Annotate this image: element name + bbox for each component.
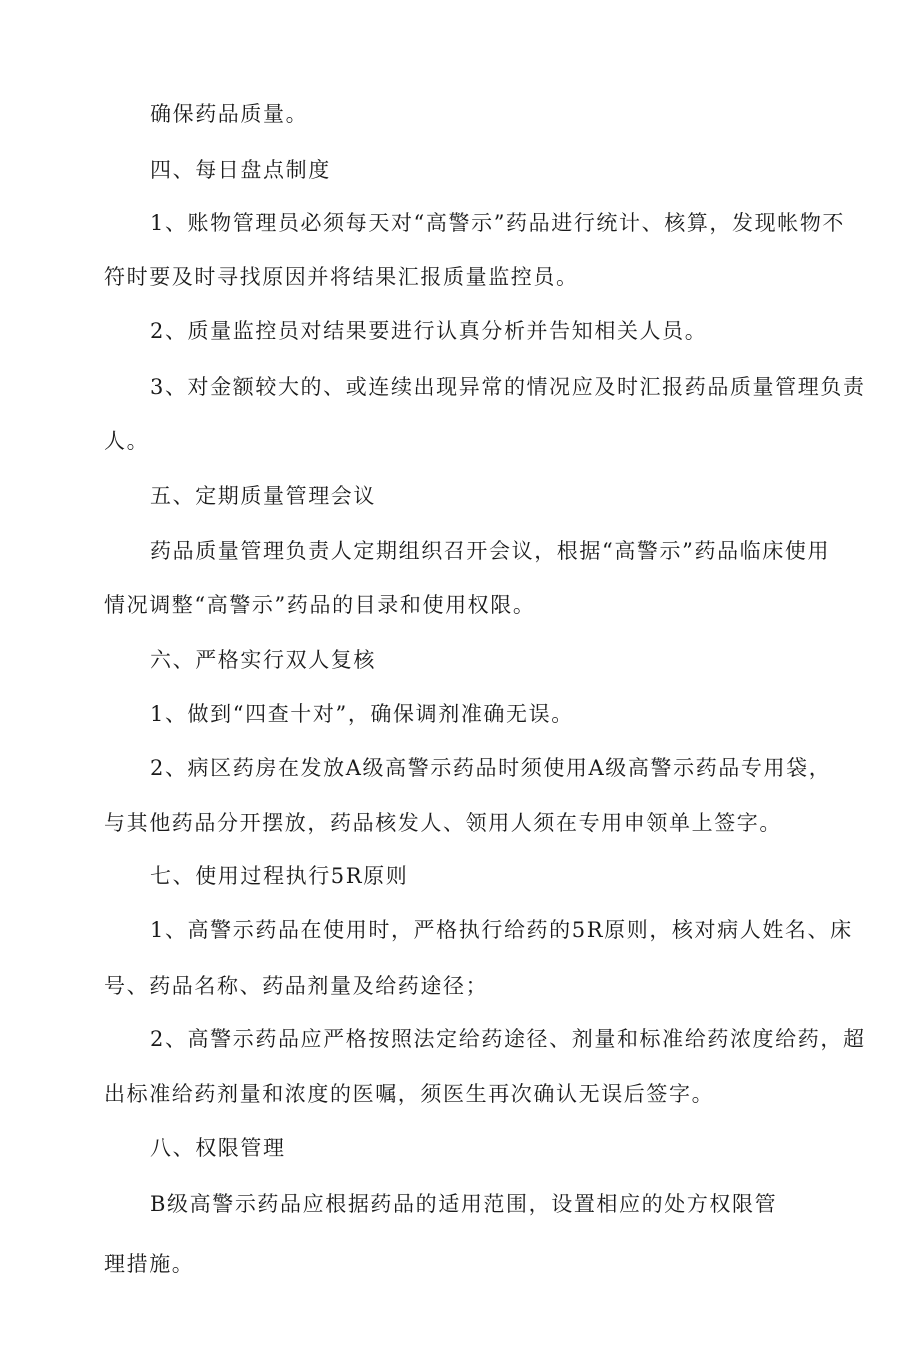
paragraph-continuation-quality: 确保药品质量。 [150, 102, 309, 126]
paragraph-text: 2、病区药房在发放A级高警示药品时须使用A级高警示药品专用袋， [150, 756, 832, 780]
paragraph-text: 理措施。 [104, 1252, 195, 1276]
section-heading-permission-management: 八、权限管理 [150, 1136, 286, 1160]
paragraph-text: 符时要及时寻找原因并将结果汇报质量监控员。 [104, 265, 579, 289]
section-heading-double-check: 六、严格实行双人复核 [150, 648, 376, 672]
paragraph-text: 人。 [104, 429, 150, 453]
paragraph-text: 情况调整“高警示”药品的目录和使用权限。 [104, 593, 536, 617]
paragraph-text: 3、对金额较大的、或连续出现异常的情况应及时汇报药品质量管理负责 [150, 375, 866, 399]
paragraph-text: 1、做到“四查十对”，确保调剂准确无误。 [150, 702, 574, 726]
section-heading-quality-meeting: 五、定期质量管理会议 [150, 484, 376, 508]
paragraph-text: 药品质量管理负责人定期组织召开会议，根据“高警示”药品临床使用 [150, 539, 831, 563]
paragraph-text: 1、账物管理员必须每天对“高警示”药品进行统计、核算，发现帐物不 [150, 211, 846, 235]
paragraph-text: 2、质量监控员对结果要进行认真分析并告知相关人员。 [150, 319, 708, 343]
paragraph-text: B级高警示药品应根据药品的适用范围，设置相应的处方权限管 [150, 1192, 778, 1216]
section-heading-5r-principle: 七、使用过程执行5R原则 [150, 864, 409, 888]
paragraph-text: 与其他药品分开摆放，药品核发人、领用人须在专用申领单上签字。 [104, 811, 782, 835]
paragraph-text: 2、高警示药品应严格按照法定给药途径、剂量和标准给药浓度给药，超 [150, 1027, 866, 1051]
paragraph-text: 号、药品名称、药品剂量及给药途径； [104, 974, 489, 998]
paragraph-text: 1、高警示药品在使用时，严格执行给药的5R原则，核对病人姓名、床 [150, 918, 853, 942]
paragraph-text: 出标准给药剂量和浓度的医嘱，须医生再次确认无误后签字。 [104, 1082, 715, 1106]
section-heading-daily-inventory: 四、每日盘点制度 [150, 158, 331, 182]
